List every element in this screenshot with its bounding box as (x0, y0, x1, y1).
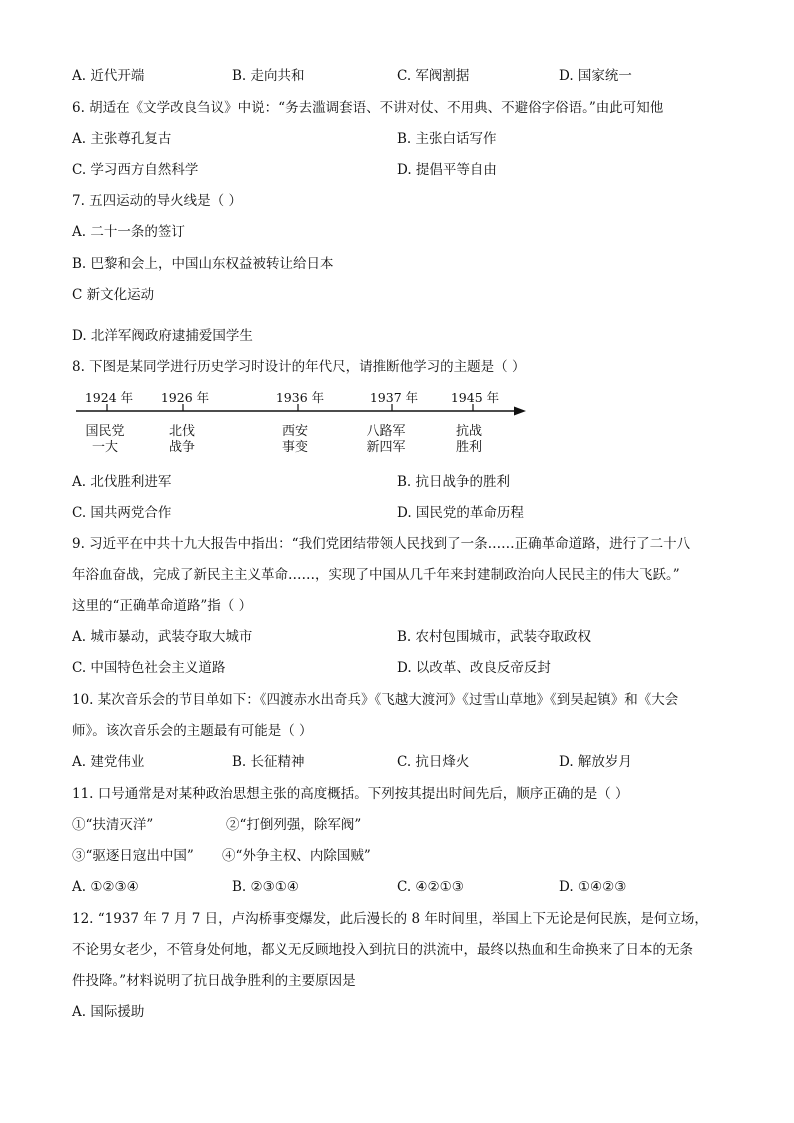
q11-option-a: A. ①②③④ (72, 879, 139, 895)
q7-option-a: A. 二十一条的签订 (72, 224, 185, 240)
q11-option-d: D. ①④②③ (559, 879, 627, 895)
q6-stem: 6. 胡适在《文学改良刍议》中说：“务去滥调套语、不讲对仗、不用典、不避俗字俗语。”由此可知他 (72, 100, 664, 116)
q12-stem-line: 件投降。”材料说明了抗日战争胜利的主要原因是 (72, 973, 356, 989)
q11-stem: 11. 口号通常是对某种政治思想主张的高度概括。下列按其提出时间先后，顺序正确的是（ ） (72, 786, 629, 802)
q6-option-b: B. 主张白话写作 (397, 131, 497, 147)
timeline-year: 1924 年 (84, 390, 134, 405)
q9-option-b: B. 农村包围城市，武装夺取政权 (397, 629, 592, 645)
timeline-event: 国民党 一大 (85, 424, 125, 455)
q11-option-b: B. ②③①④ (232, 879, 299, 895)
q7-stem: 7. 五四运动的导火线是（ ） (72, 193, 242, 209)
q7-option-d: D. 北洋军阀政府逮捕爱国学生 (72, 328, 253, 344)
timeline-event: 北伐 战争 (168, 424, 196, 455)
q5-option-d: D. 国家统一 (559, 68, 632, 84)
timeline-event: 抗战 胜利 (455, 424, 483, 455)
q8-option-d: D. 国民党的革命历程 (397, 505, 524, 521)
q7-option-b: B. 巴黎和会上，中国山东权益被转让给日本 (72, 256, 334, 272)
q9-option-c: C. 中国特色社会主义道路 (72, 660, 226, 676)
q12-stem-line: 不论男女老少，不管身处何地，都义无反顾地投入到抗日的洪流中，最终以热血和生命换来了日本的无条 (72, 942, 693, 958)
q9-option-a: A. 城市暴动，武装夺取大城市 (72, 629, 253, 645)
q10-stem-line: 师》。该次音乐会的主题最有可能是（ ） (72, 723, 313, 739)
q9-stem-line: 9. 习近平在中共十九大报告中指出：“我们党团结带领人民找到了一条……正确革命道路，进行了二十八 (72, 536, 691, 552)
q6-option-d: D. 提倡平等自由 (397, 162, 497, 178)
q5-option-b: B. 走向共和 (232, 68, 305, 84)
q10-option-c: C. 抗日烽火 (397, 754, 470, 770)
q8-option-c: C. 国共两党合作 (72, 505, 172, 521)
q12-stem-line: 12. “1937 年 7 月 7 日，卢沟桥事变爆发，此后漫长的 8 年时间里，举国上下无论是何民族，是何立场， (72, 911, 708, 927)
q9-stem-line: 年浴血奋战，完成了新民主主义革命……，实现了中国从几千年来封建制政治向人民民主的伟大飞跃。” (72, 567, 680, 583)
q8-option-a: A. 北伐胜利进军 (72, 474, 172, 490)
q10-option-d: D. 解放岁月 (559, 754, 632, 770)
timeline-year: 1945 年 (450, 390, 500, 405)
q11-option-c: C. ④②①③ (397, 879, 464, 895)
q5-option-a: A. 近代开端 (72, 68, 145, 84)
q7-option-c: C 新文化运动 (72, 287, 155, 303)
q9-stem-line: 这里的“正确革命道路”指（ ） (72, 598, 253, 614)
q11-item-4: ④“外争主权、内除国贼” (222, 848, 371, 864)
timeline-event: 八路军 新四军 (366, 424, 406, 455)
timeline-event: 西安 事变 (281, 424, 309, 455)
q6-option-c: C. 学习西方自然科学 (72, 162, 199, 178)
timeline-year: 1926 年 (160, 390, 210, 405)
q6-option-a: A. 主张尊孔复古 (72, 131, 172, 147)
q8-option-b: B. 抗日战争的胜利 (397, 474, 511, 490)
timeline-year: 1937 年 (369, 390, 419, 405)
q12-option-a: A. 国际援助 (72, 1004, 145, 1020)
q10-stem-line: 10. 某次音乐会的节目单如下：《四渡赤水出奇兵》《飞越大渡河》《过雪山草地》《到吴起镇》和《大会 (72, 692, 679, 708)
q8-stem: 8. 下图是某同学进行历史学习时设计的年代尺，请推断他学习的主题是（ ） (72, 359, 526, 375)
q11-item-1: ①“扶清灭洋” (72, 817, 154, 833)
q5-option-c: C. 军阀割据 (397, 68, 470, 84)
q11-item-2: ②“打倒列强，除军阀” (226, 817, 362, 833)
timeline-arrow (514, 407, 526, 416)
q11-item-3: ③“驱逐日寇出中国” (72, 848, 194, 864)
q10-option-a: A. 建党伟业 (72, 754, 145, 770)
q10-option-b: B. 长征精神 (232, 754, 305, 770)
q9-option-d: D. 以改革、改良反帝反封 (397, 660, 551, 676)
timeline-year: 1936 年 (275, 390, 325, 405)
